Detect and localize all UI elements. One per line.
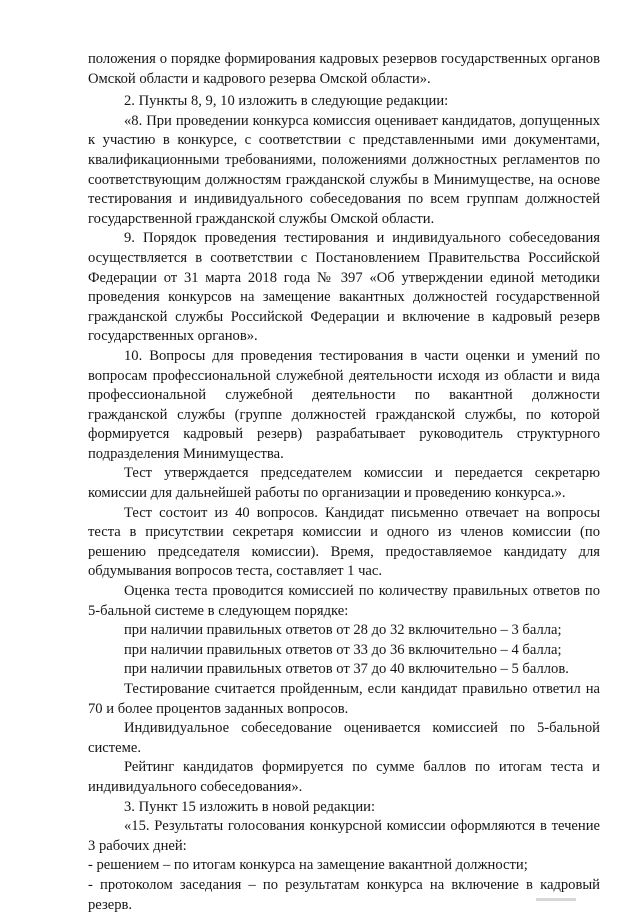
paragraph-point-8: «8. При проведении конкурса комиссия оценивает кандидатов, допущенных к участию в конкурсе, с соответствии с представленными ими документами, квалификационными требованиями, положениями должностных регламентов по соответствующим должностям гражданской службы в Минимуществе, на основе тестирования и индивидуального собеседования по всем группам должностей государственной гражданской службы Омской области. <box>88 112 600 227</box>
list-item-score-3: при наличии правильных ответов от 28 до 32 включительно – 3 балла; <box>124 622 562 639</box>
paragraph-interview: Индивидуальное собеседование оценивается комиссией по 5-бальной системе. <box>88 720 600 756</box>
list-item-protocol: - протоколом заседания – по результатам конкурса на включение в кадровый резерв. <box>88 876 600 913</box>
list-item-score-5: при наличии правильных ответов от 37 до 40 включительно – 5 баллов. <box>124 661 569 678</box>
list-item-score-4: при наличии правильных ответов от 33 до 36 включительно – 4 балла; <box>124 641 562 658</box>
paragraph-test-approval: Тест утверждается председателем комиссии и передается секретарю комиссии для дальнейшей работы по организации и проведению конкурса.». <box>88 465 600 502</box>
paragraph-point-15: «15. Результаты голосования конкурсной комиссии оформляются в течение 3 рабочих дней: <box>88 818 600 854</box>
paragraph-point-9: 9. Порядок проведения тестирования и индивидуального собеседования осуществляется в соответствии с Постановлением Правительства Российской Федерации от 31 марта 2018 года № 397 «Об утверждении единой методики проведения конкурсов на замещение вакантных должностей государственной гражданской службы Российской Федерации и включение в кадровый резерв государственных органов». <box>88 230 600 345</box>
paragraph-item-2: 2. Пункты 8, 9, 10 изложить в следующие редакции: <box>124 93 449 110</box>
paragraph-test-passed: Тестирование считается пройденным, если кандидат правильно ответил на 70 и более процентов заданных вопросов. <box>88 681 600 717</box>
paragraph-continuation: положения о порядке формирования кадровых резервов государственных органов Омской области и кадрового резерва Омской области». <box>88 51 600 87</box>
paragraph-test-composition: Тест состоит из 40 вопросов. Кандидат письменно отвечает на вопросы теста в присутствии секретаря комиссии и одного из членов комиссии (по решению председателя комиссии). Время, предоставляемое кандидату для обдумывания вопросов теста, составляет 1 час. <box>88 504 600 580</box>
document-page <box>88 50 600 915</box>
paragraph-point-10: 10. Вопросы для проведения тестирования в части оценки и умений по вопросам профессиональной служебной деятельности исходя из области и вида профессиональной служебной деятельности по вакантной должности гражданской службы (группе должностей гражданской службы, по которой формируется кадровый резерв) разрабатывает руководитель структурного подразделения Минимущества. <box>88 347 600 462</box>
paragraph-rating: Рейтинг кандидатов формируется по сумме баллов по итогам теста и индивидуального собеседования». <box>88 759 600 795</box>
paragraph-item-3: 3. Пункт 15 изложить в новой редакции: <box>124 798 376 815</box>
paragraph-test-scoring: Оценка теста проводится комиссией по количеству правильных ответов по 5-бальной системе в следующем порядке: <box>88 583 600 619</box>
list-item-decision: - решением – по итогам конкурса на замещение вакантной должности; <box>88 857 528 874</box>
scan-artifact <box>536 898 576 901</box>
